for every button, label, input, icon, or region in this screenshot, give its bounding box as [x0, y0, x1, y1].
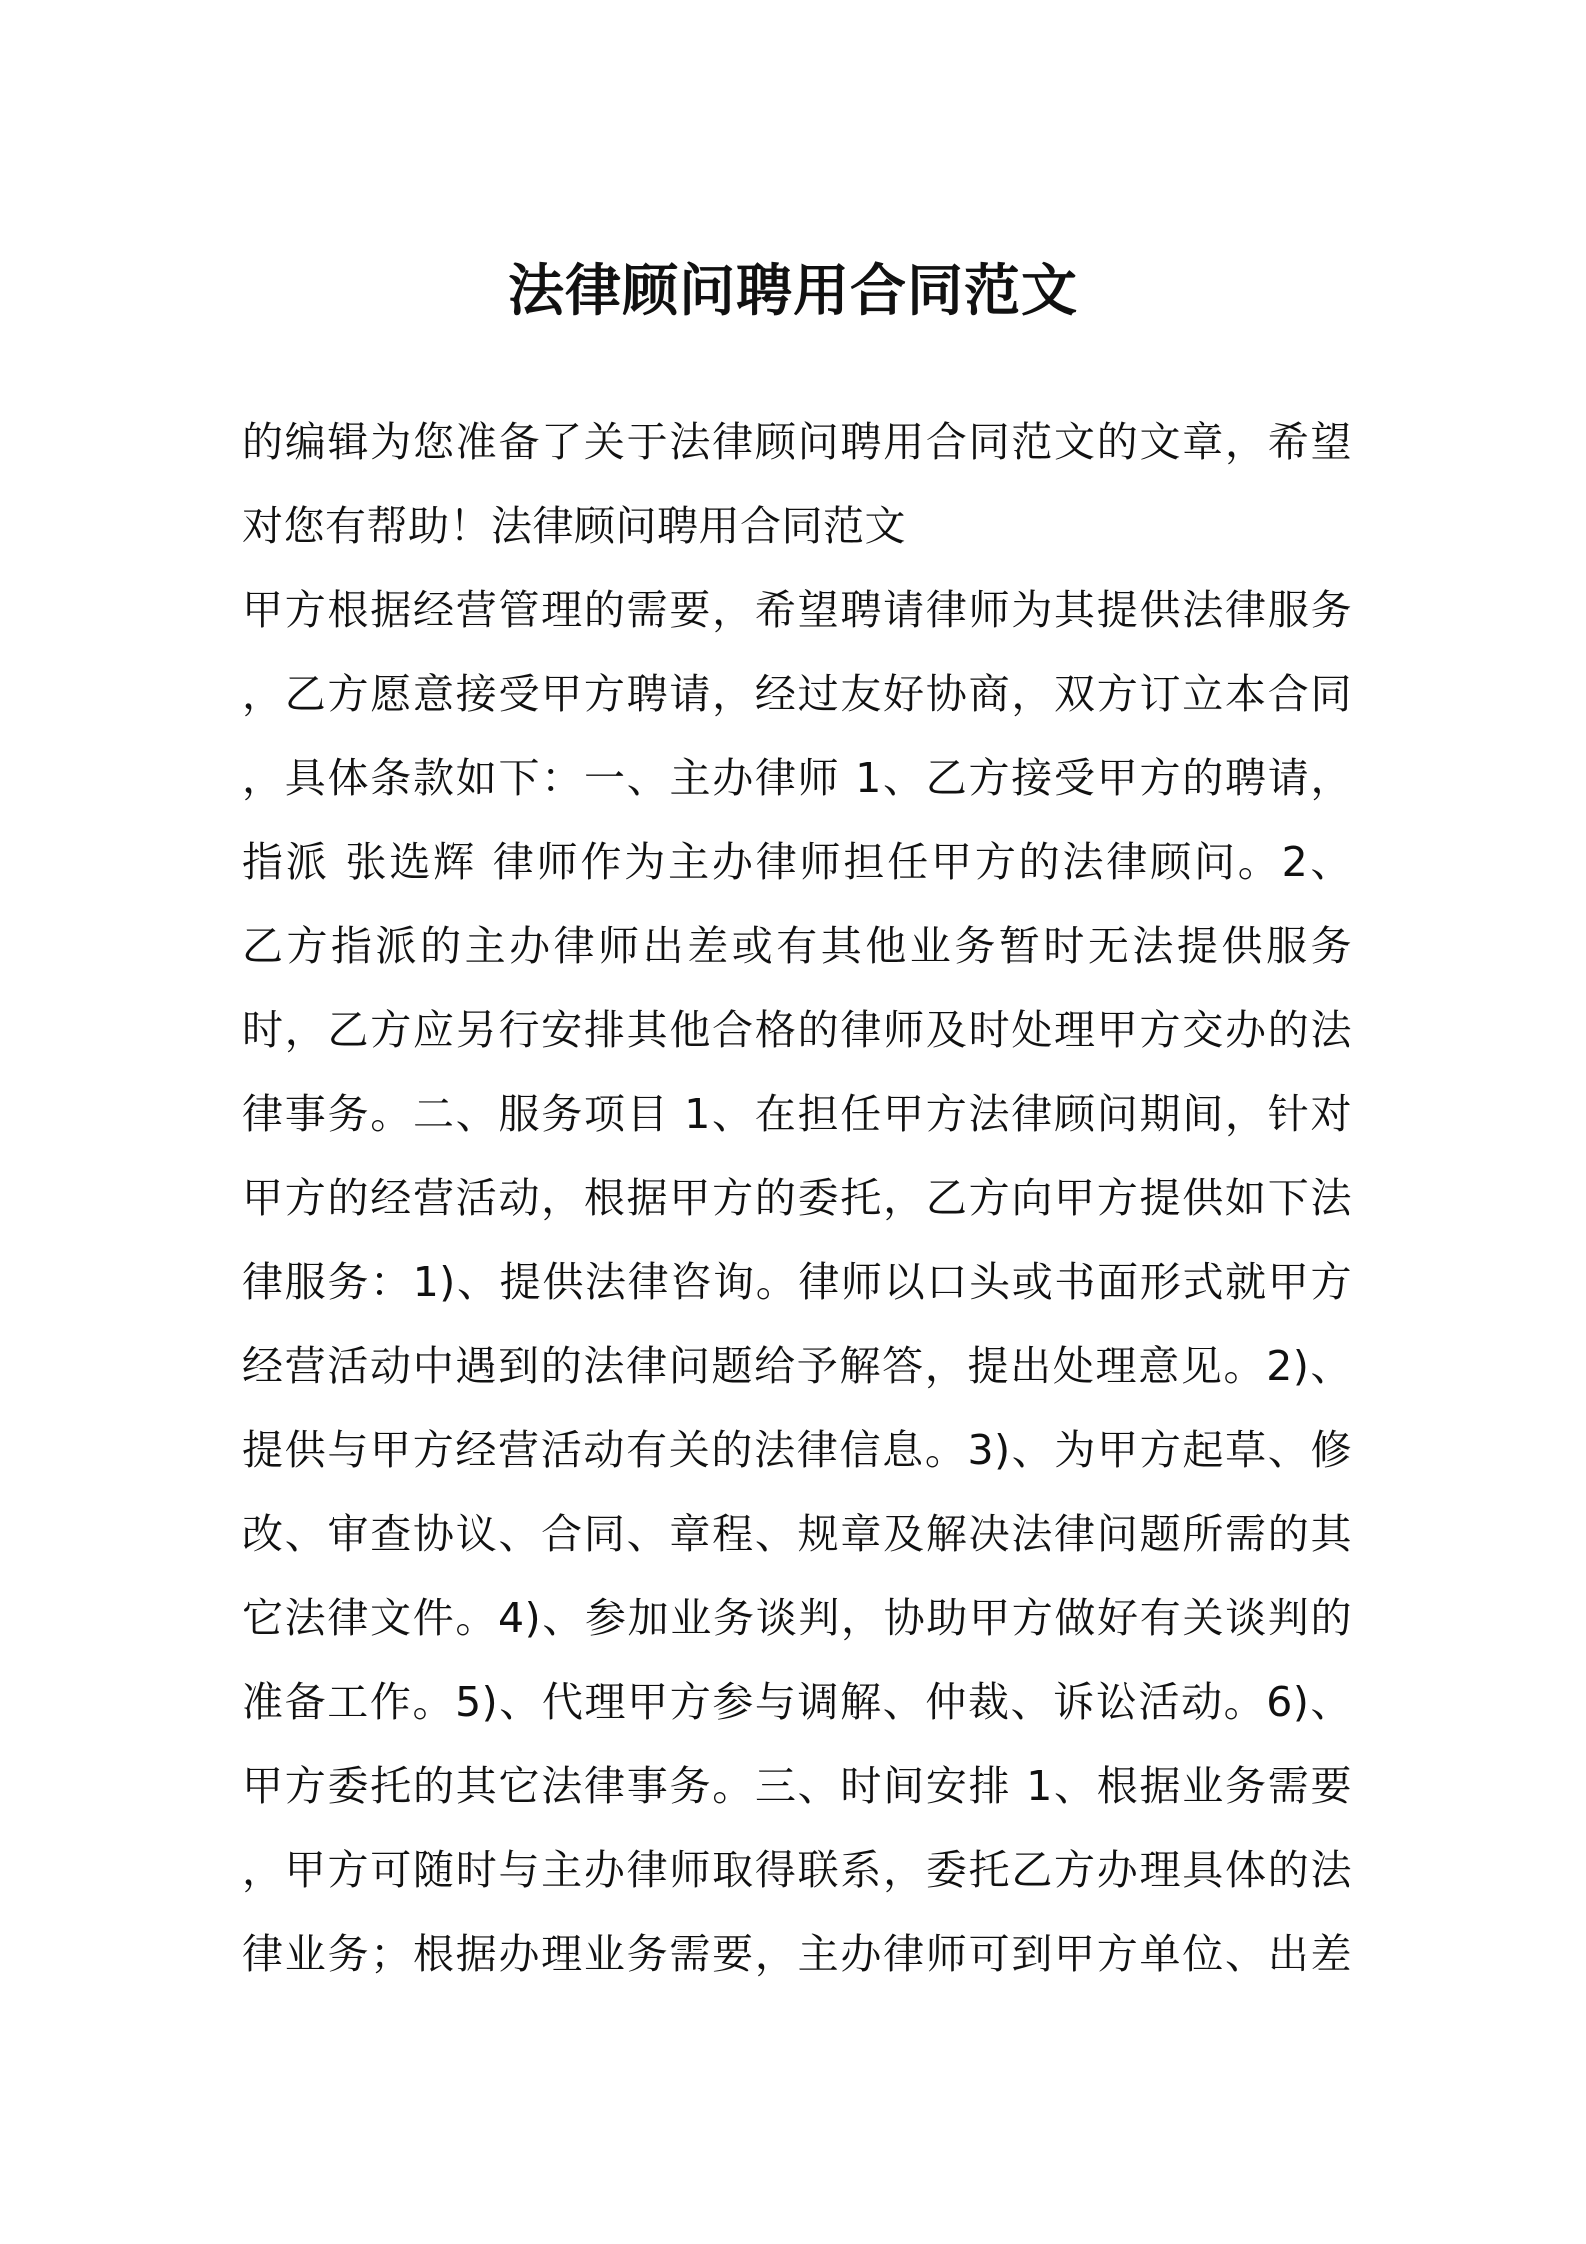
- body-line: 甲方的经营活动，根据甲方的委托，乙方向甲方提供如下法: [242, 1174, 1352, 1222]
- body-line: 准备工作。5)、代理甲方参与调解、仲裁、诉讼活动。6)、: [242, 1678, 1352, 1726]
- body-line: 律业务；根据办理业务需要，主办律师可到甲方单位、出差: [242, 1930, 1352, 1978]
- body-line: ，甲方可随时与主办律师取得联系，委托乙方办理具体的法: [242, 1846, 1352, 1894]
- body-line: 甲方委托的其它法律事务。三、时间安排 1、根据业务需要: [242, 1762, 1352, 1810]
- body-line: 乙方指派的主办律师出差或有其他业务暂时无法提供服务: [242, 922, 1352, 970]
- body-line: 的编辑为您准备了关于法律顾问聘用合同范文的文章，希望: [242, 418, 1352, 466]
- body-line: ，具体条款如下：一、主办律师 1、乙方接受甲方的聘请，: [242, 754, 1352, 802]
- body-line: 它法律文件。4)、参加业务谈判，协助甲方做好有关谈判的: [242, 1594, 1352, 1642]
- body-line: 甲方根据经营管理的需要，希望聘请律师为其提供法律服务: [242, 586, 1352, 634]
- body-line: 改、审查协议、合同、章程、规章及解决法律问题所需的其: [242, 1510, 1352, 1558]
- body-line: 对您有帮助！法律顾问聘用合同范文: [242, 502, 906, 550]
- body-line: 律服务：1)、提供法律咨询。律师以口头或书面形式就甲方: [242, 1258, 1352, 1306]
- document-title: 法律顾问聘用合同范文: [508, 259, 1078, 324]
- body-line: 指派 张选辉 律师作为主办律师担任甲方的法律顾问。2、: [242, 838, 1352, 886]
- body-line: ，乙方愿意接受甲方聘请，经过友好协商，双方订立本合同: [242, 670, 1352, 718]
- body-line: 时，乙方应另行安排其他合格的律师及时处理甲方交办的法: [242, 1006, 1352, 1054]
- body-line: 经营活动中遇到的法律问题给予解答，提出处理意见。2)、: [242, 1342, 1352, 1390]
- document-body: [242, 400, 1352, 1996]
- body-line: 提供与甲方经营活动有关的法律信息。3)、为甲方起草、修: [242, 1426, 1352, 1474]
- body-line: 律事务。二、服务项目 1、在担任甲方法律顾问期间，针对: [242, 1090, 1352, 1138]
